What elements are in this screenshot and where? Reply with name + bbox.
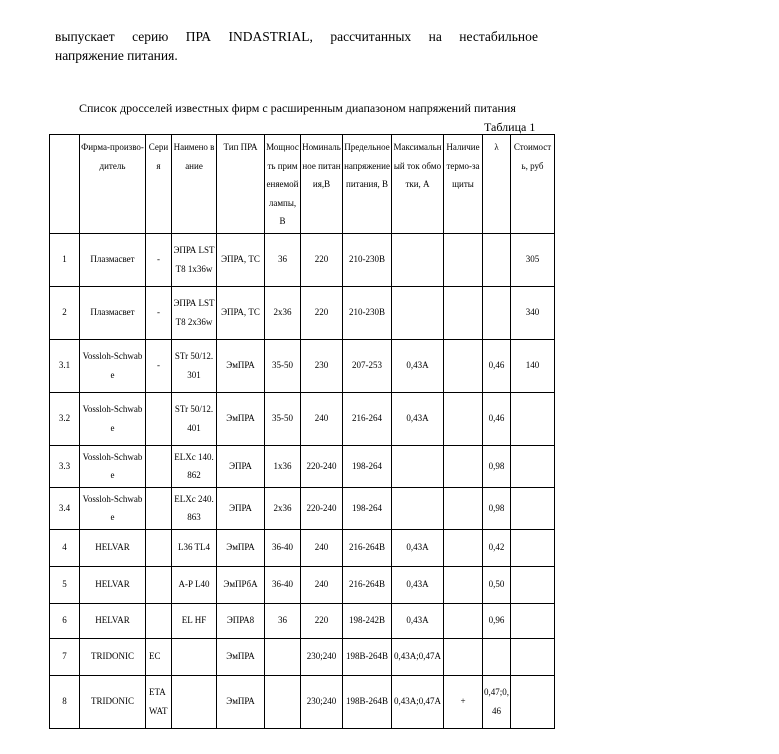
paragraph-line-2: напряжение питания. <box>55 48 178 63</box>
table-cell: ЭмПРА <box>217 638 265 675</box>
table-cell <box>265 638 301 675</box>
table-cell: Vossloh-Schwabe <box>80 339 146 392</box>
table-cell: 198В-264В <box>343 638 392 675</box>
table-cell: ЭПРА, ТС <box>217 286 265 339</box>
table-cell <box>511 603 555 638</box>
header-cell: Серия <box>146 135 172 234</box>
table-cell: 3.4 <box>50 487 80 529</box>
table-cell: ETAWAT <box>146 675 172 728</box>
table-cell: 5 <box>50 566 80 603</box>
table-cell: 340 <box>511 286 555 339</box>
table-cell: 210-230В <box>343 233 392 286</box>
table-cell: 36-40 <box>265 529 301 566</box>
table-cell: 220 <box>301 286 343 339</box>
table-cell: 36-40 <box>265 566 301 603</box>
table-cell: 240 <box>301 566 343 603</box>
table-cell: - <box>146 286 172 339</box>
table-cell: 305 <box>511 233 555 286</box>
table-cell: TRIDONIC <box>80 675 146 728</box>
table-cell <box>172 638 217 675</box>
table-cell <box>146 487 172 529</box>
header-cell: λ <box>483 135 511 234</box>
table-row <box>50 445 555 487</box>
table-cell: 216-264В <box>343 566 392 603</box>
table-cell <box>146 445 172 487</box>
table-cell <box>483 286 511 339</box>
table-cell <box>444 392 483 445</box>
table-cell <box>511 529 555 566</box>
header-cell: Фирма-произво-дитель <box>80 135 146 234</box>
table-cell <box>444 529 483 566</box>
header-cell: Наимено вание <box>172 135 217 234</box>
table-cell: 230;240 <box>301 638 343 675</box>
table-cell: 220 <box>301 603 343 638</box>
table-cell: TRIDONIC <box>80 638 146 675</box>
table-row <box>50 286 555 339</box>
table-cell: 0,46 <box>483 339 511 392</box>
table-row <box>50 392 555 445</box>
table-number: Таблица 1 <box>484 120 536 134</box>
table-cell: 0,43А <box>392 339 444 392</box>
table-cell: 3.1 <box>50 339 80 392</box>
table-cell: Vossloh-Schwabe <box>80 392 146 445</box>
table-cell: 0,50 <box>483 566 511 603</box>
table-cell <box>444 445 483 487</box>
table-cell: 240 <box>301 392 343 445</box>
table-cell: 1x36 <box>265 445 301 487</box>
table-row <box>50 675 555 728</box>
table-cell: 0,43А;0,47А <box>392 675 444 728</box>
table-cell: ЭПРА LST T8 1x36w <box>172 233 217 286</box>
table-cell: ЭмПРА <box>217 529 265 566</box>
table-cell: 1 <box>50 233 80 286</box>
body-paragraph <box>55 27 538 65</box>
table-cell: EL HF <box>172 603 217 638</box>
table-cell: L36 TL4 <box>172 529 217 566</box>
table-cell: ЭПРА <box>217 487 265 529</box>
table-cell: HELVAR <box>80 529 146 566</box>
table-cell: 216-264В <box>343 529 392 566</box>
table-cell: EC <box>146 638 172 675</box>
table-cell: ЭПРА LST T8 2x36w <box>172 286 217 339</box>
table-caption: Список дросселей известных фирм с расширенным диапазоном напряжений питания <box>79 101 516 115</box>
table-cell: STr 50/12.401 <box>172 392 217 445</box>
table-cell <box>444 638 483 675</box>
table-cell: 2x36 <box>265 286 301 339</box>
table-row <box>50 487 555 529</box>
table-cell: Vossloh-Schwabe <box>80 487 146 529</box>
table-row <box>50 603 555 638</box>
table-cell: 35-50 <box>265 339 301 392</box>
header-cell: Наличие термо-защиты <box>444 135 483 234</box>
table-cell: 8 <box>50 675 80 728</box>
table-cell <box>392 233 444 286</box>
header-cell: Тип ПРА <box>217 135 265 234</box>
table-cell <box>392 487 444 529</box>
table-cell: 230;240 <box>301 675 343 728</box>
table-cell: 0,43А <box>392 566 444 603</box>
table-cell: 198-242В <box>343 603 392 638</box>
table-cell: ЭмПРА <box>217 392 265 445</box>
table-cell: 4 <box>50 529 80 566</box>
table-cell: 6 <box>50 603 80 638</box>
table-cell: 198-264 <box>343 487 392 529</box>
header-cell: Предельное напряжение питания, В <box>343 135 392 234</box>
table-cell: 207-253 <box>343 339 392 392</box>
table-cell: ЭПРА8 <box>217 603 265 638</box>
table-cell: 0,43А <box>392 392 444 445</box>
table-cell <box>444 603 483 638</box>
table-cell: HELVAR <box>80 566 146 603</box>
table-cell: ЭПРА, ТС <box>217 233 265 286</box>
table-row <box>50 638 555 675</box>
table-cell: ЭмПРбА <box>217 566 265 603</box>
header-cell: Мощность применяемой лампы,В <box>265 135 301 234</box>
table-cell: 0,43А <box>392 529 444 566</box>
table-cell: ELXc 240.863 <box>172 487 217 529</box>
table-cell <box>146 603 172 638</box>
table-cell: 198В-264В <box>343 675 392 728</box>
table-cell: 0,47;0,46 <box>483 675 511 728</box>
header-cell: Номинальное питания,В <box>301 135 343 234</box>
table-cell: + <box>444 675 483 728</box>
table-cell <box>511 675 555 728</box>
table-cell <box>444 487 483 529</box>
table-cell: ЭПРА <box>217 445 265 487</box>
ballast-table <box>49 134 555 729</box>
table-cell: 0,98 <box>483 445 511 487</box>
table-cell <box>172 675 217 728</box>
table-cell: 7 <box>50 638 80 675</box>
table-cell: 230 <box>301 339 343 392</box>
table-cell <box>483 638 511 675</box>
table-cell <box>483 233 511 286</box>
table-cell: 2 <box>50 286 80 339</box>
table-cell: 140 <box>511 339 555 392</box>
table-cell <box>511 566 555 603</box>
table-cell: - <box>146 233 172 286</box>
paragraph-line-1: выпускает серию ПРА INDASTRIAL, рассчитанных на нестабильное <box>55 29 538 44</box>
table-cell: 220-240 <box>301 487 343 529</box>
table-cell: 210-230В <box>343 286 392 339</box>
table-cell <box>265 675 301 728</box>
table-cell: ELXc 140.862 <box>172 445 217 487</box>
table-cell: Плазмасвет <box>80 286 146 339</box>
header-cell: Стоимость, руб <box>511 135 555 234</box>
table-cell: 240 <box>301 529 343 566</box>
table-cell: 0,42 <box>483 529 511 566</box>
table-cell <box>511 638 555 675</box>
table-cell: 220 <box>301 233 343 286</box>
table-cell <box>444 339 483 392</box>
table-cell: 0,46 <box>483 392 511 445</box>
header-cell: Максимальный ток обмотки, А <box>392 135 444 234</box>
table-cell: 3.3 <box>50 445 80 487</box>
table-cell <box>511 392 555 445</box>
table-cell <box>392 445 444 487</box>
table-cell: STr 50/12.301 <box>172 339 217 392</box>
table-cell: - <box>146 339 172 392</box>
table-cell: HELVAR <box>80 603 146 638</box>
table-cell: A-P L40 <box>172 566 217 603</box>
table-cell <box>511 487 555 529</box>
table-cell <box>146 529 172 566</box>
header-cell <box>50 135 80 234</box>
table-cell: 2x36 <box>265 487 301 529</box>
table-cell: Плазмасвет <box>80 233 146 286</box>
table-cell: 35-50 <box>265 392 301 445</box>
table-cell: 0,98 <box>483 487 511 529</box>
table-cell <box>444 566 483 603</box>
table-cell: 0,43А;0,47А <box>392 638 444 675</box>
table-cell <box>511 445 555 487</box>
table-row <box>50 339 555 392</box>
table-cell: ЭмПРА <box>217 675 265 728</box>
table-cell: 3.2 <box>50 392 80 445</box>
table-row <box>50 566 555 603</box>
table-cell <box>146 392 172 445</box>
table-cell: 36 <box>265 603 301 638</box>
table-cell <box>444 286 483 339</box>
table-cell <box>392 286 444 339</box>
table-cell <box>444 233 483 286</box>
table-cell: 216-264 <box>343 392 392 445</box>
table-cell: ЭмПРА <box>217 339 265 392</box>
table-cell: Vossloh-Schwabe <box>80 445 146 487</box>
table-cell: 0,96 <box>483 603 511 638</box>
table-cell: 198-264 <box>343 445 392 487</box>
table-cell: 0,43А <box>392 603 444 638</box>
table-cell: 36 <box>265 233 301 286</box>
table-cell: 220-240 <box>301 445 343 487</box>
table-row <box>50 233 555 286</box>
table-cell <box>146 566 172 603</box>
table-row <box>50 529 555 566</box>
table-header-row <box>50 135 555 234</box>
